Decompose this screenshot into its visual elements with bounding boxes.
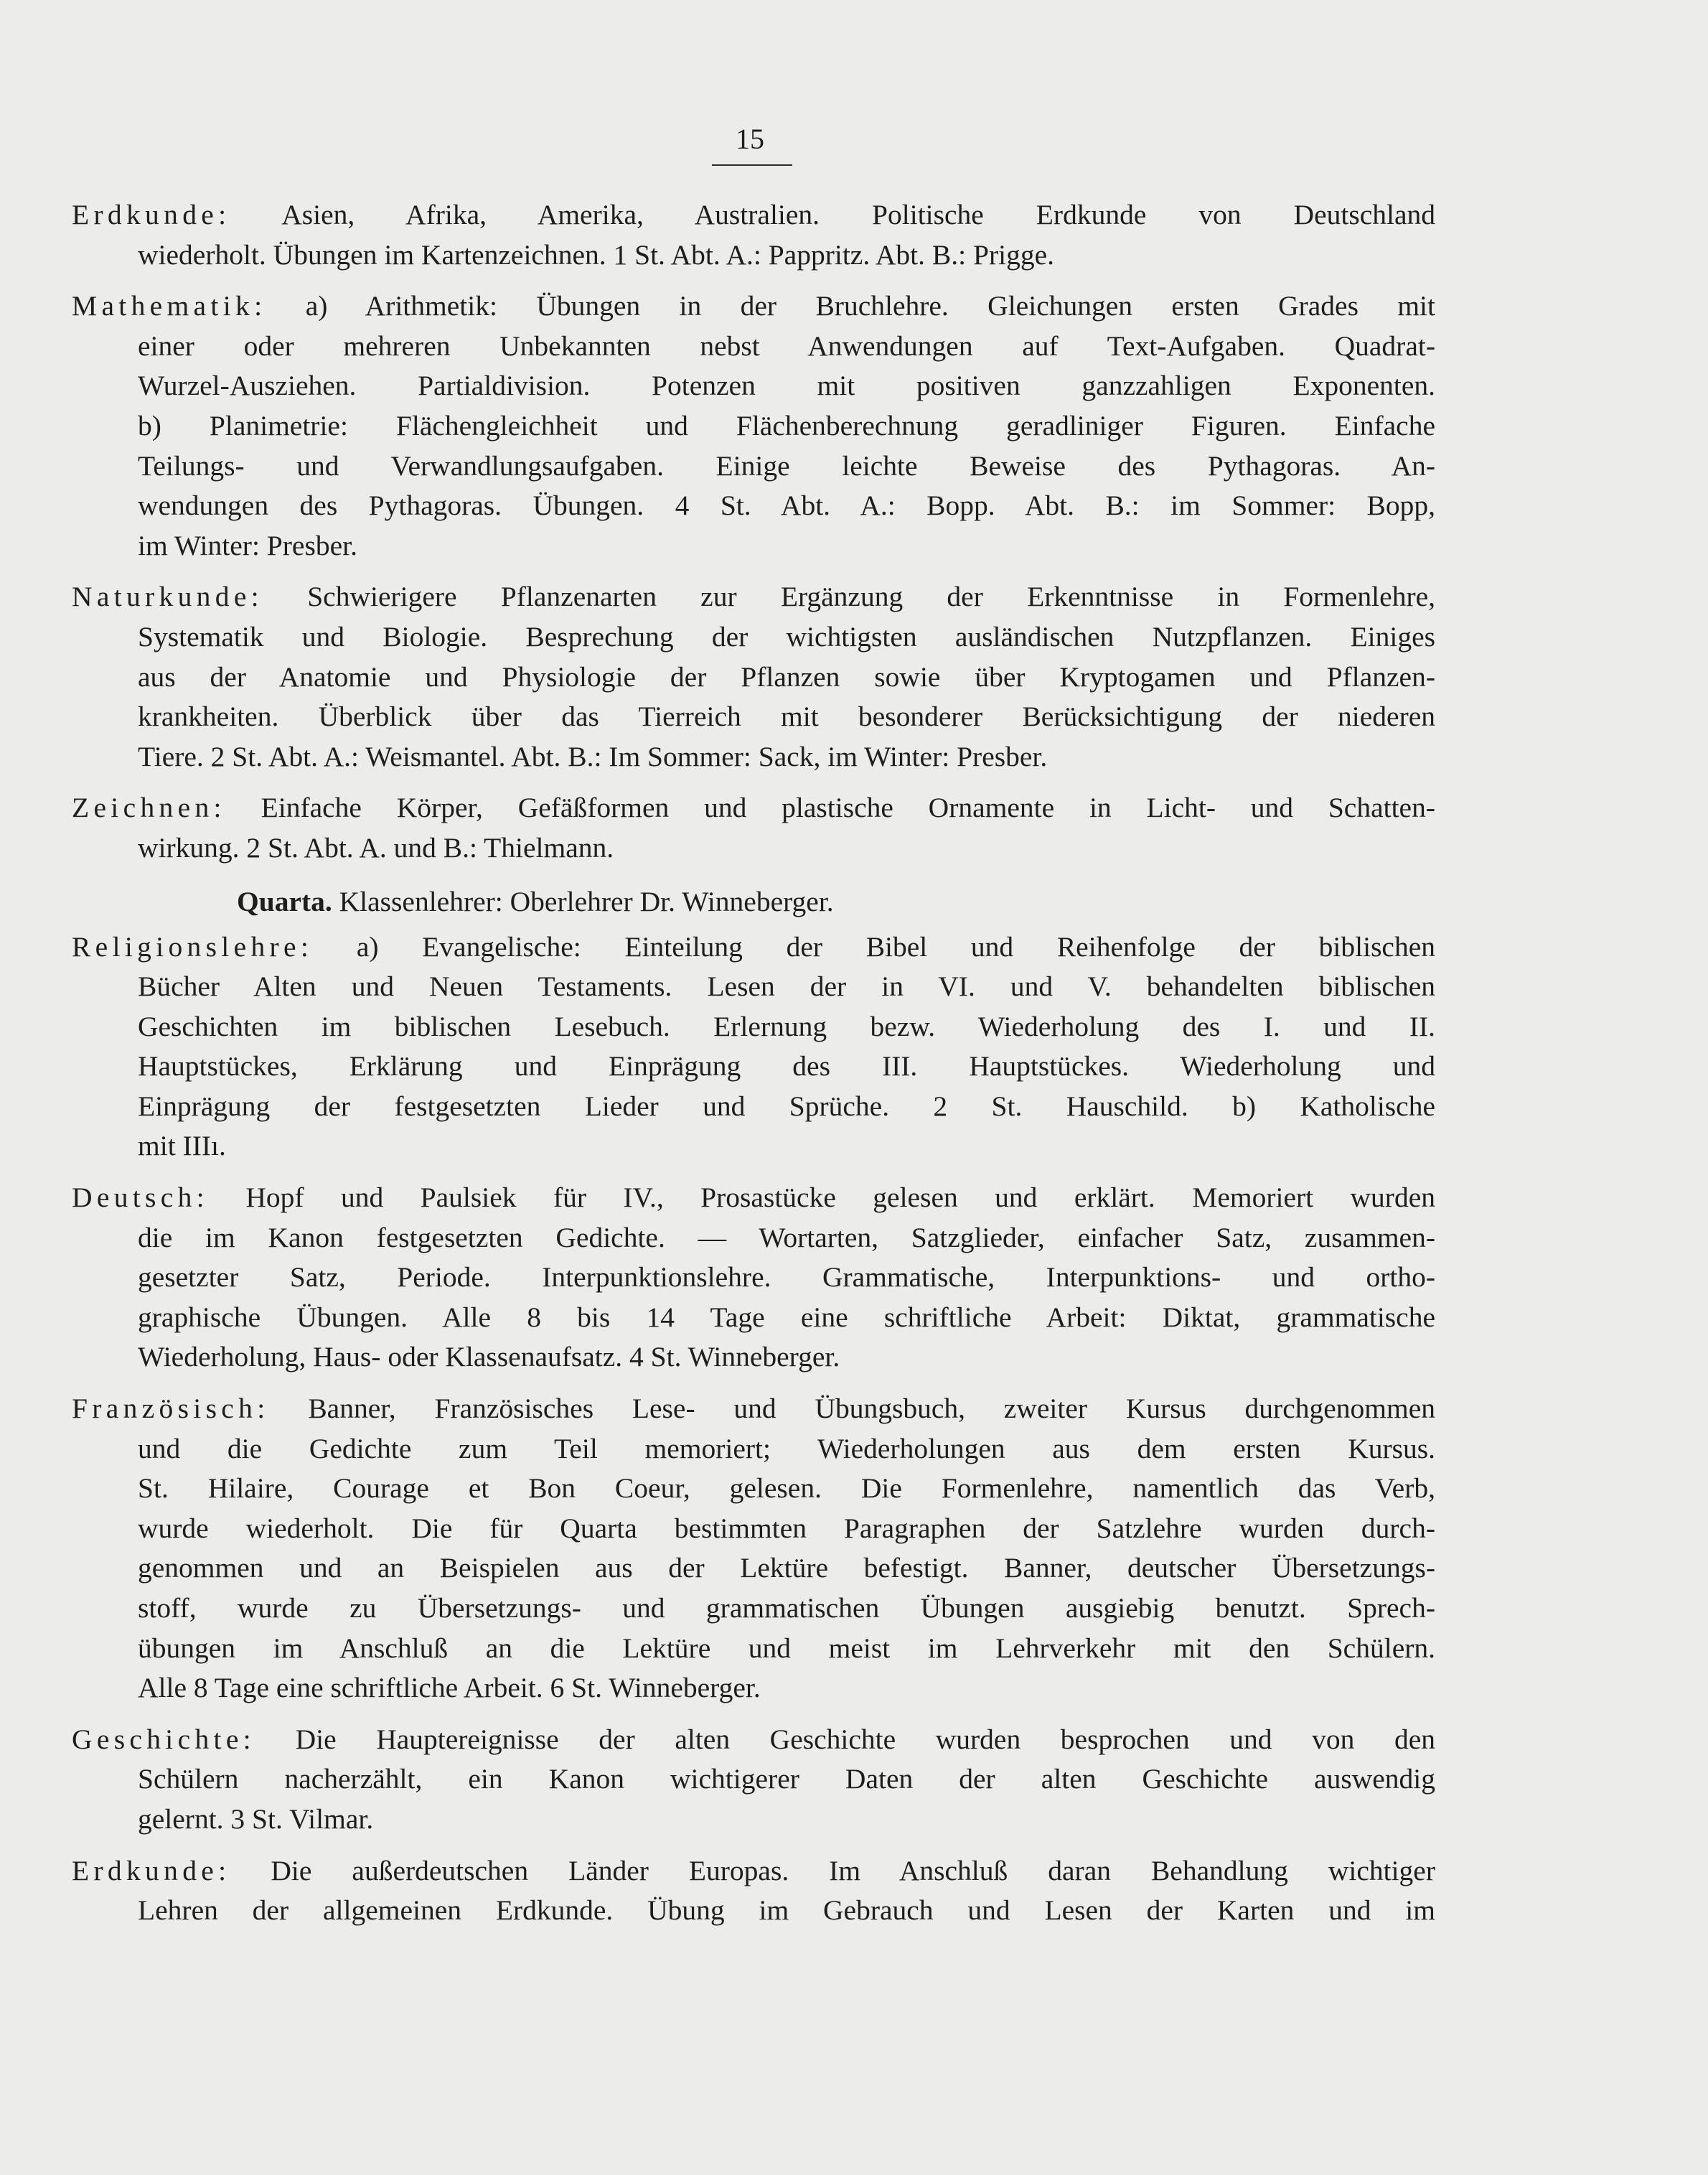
entry-first-line [72,577,1435,617]
entry-line-text: Asien, Afrika, Amerika, Australien. Politische Erdkunde von Deutschland [281,199,1435,230]
entry-line: Systematik und Biologie. Besprechung der wichtigsten ausländischen Nutzpflanzen. Einiges [138,620,1435,652]
entry-first-line [72,1389,1435,1429]
entry-line: Schülern nacherzählt, ein Kanon wichtigerer Daten der alten Geschichte auswendig [138,1763,1435,1795]
entry-line: wendungen des Pythagoras. Übungen. 4 St. Abt. A.: Bopp. Abt. B.: im Sommer: Bopp, [138,490,1435,522]
page-body [72,195,1435,1942]
entry-line: einer oder mehreren Unbekannten nebst Anwendungen auf Text-Aufgaben. Quadrat- [138,329,1435,362]
subject-label: Zeichnen: [72,792,226,824]
entry-first-line [72,1851,1435,1891]
entry-first-line [72,195,1435,235]
entry-line: krankheiten. Überblick über das Tierreich mit besonderer Berücksichtigung der niederen [138,701,1435,733]
entry-line: stoff, wurde zu Übersetzungs- und grammatischen Übungen ausgiebig benutzt. Sprech- [138,1592,1435,1624]
entry-line: wirkung. 2 St. Abt. A. und B.: Thielmann. [138,831,614,864]
entry-line-text: Schwierigere Pflanzenarten zur Ergänzung der Erkenntnisse in Formenlehre, [307,581,1435,613]
subject-label: Mathematik: [72,290,267,322]
subject-label: Naturkunde: [72,581,263,613]
subject-entry [72,1178,1435,1378]
subject-entry [72,1720,1435,1840]
page-number: 15 [736,123,764,155]
entry-line-text: Banner, Französisches Lese- und Übungsbuch, zweiter Kursus durchgenommen [308,1393,1435,1425]
page-number-rule [712,164,792,166]
section-teacher: Klassenlehrer: Oberlehrer Dr. Winneberger. [339,885,834,917]
entry-line: St. Hilaire, Courage et Bon Coeur, gelesen. Die Formenlehre, namentlich das Verb, [138,1472,1435,1505]
entry-line: graphische Übungen. Alle 8 bis 14 Tage eine schriftliche Arbeit: Diktat, grammatische [138,1301,1435,1333]
entry-line-text: Hopf und Paulsiek für IV., Prosastücke gelesen und erklärt. Memoriert wurden [245,1182,1435,1214]
subject-label: Erdkunde: [72,1854,231,1886]
entry-line: gelernt. 3 St. Vilmar. [138,1802,374,1835]
entry-line: im Winter: Presber. [138,529,357,561]
entry-line: Tiere. 2 St. Abt. A.: Weismantel. Abt. B.: Im Sommer: Sack, im Winter: Presber. [138,740,1048,772]
entry-line: Teilungs- und Verwandlungsaufgaben. Einige leichte Beweise des Pythagoras. An- [138,449,1435,482]
entry-line: Hauptstückes, Erklärung und Einprägung des III. Hauptstückes. Wiederholung und [138,1050,1435,1082]
subject-entry [72,927,1435,1167]
entry-line: Wiederholung, Haus- oder Klassenaufsatz. 4 St. Winneberger. [138,1341,840,1373]
subject-label: Erdkunde: [72,199,231,230]
subject-entry [72,286,1435,566]
entry-line: genommen und an Beispielen aus der Lektüre befestigt. Banner, deutscher Übersetzungs- [138,1552,1435,1584]
entry-line: gesetzter Satz, Periode. Interpunktionslehre. Grammatische, Interpunktions- und ortho- [138,1261,1435,1294]
entry-line: aus der Anatomie und Physiologie der Pflanzen sowie über Kryptogamen und Pflanzen- [138,660,1435,693]
subject-label: Deutsch: [72,1182,209,1214]
entry-line-text: a) Arithmetik: Übungen in der Bruchlehre. Gleichungen ersten Grades mit [305,290,1436,322]
entry-line: Lehren der allgemeinen Erdkunde. Übung im Gebrauch und Lesen der Karten und im [138,1894,1435,1927]
section-heading [72,880,1435,923]
entry-line: Einprägung der festgesetzten Lieder und Sprüche. 2 St. Hauschild. b) Katholische [138,1090,1435,1122]
subject-entry [72,577,1435,777]
subject-entry [72,1851,1435,1931]
entry-line: Alle 8 Tage eine schriftliche Arbeit. 6 St. Winneberger. [138,1672,761,1704]
entries-before-section [72,195,1435,869]
entry-line: übungen im Anschluß an die Lektüre und meist im Lehrverkehr mit den Schülern. [138,1632,1435,1664]
entry-line-text: Die Hauptereignisse der alten Geschichte wurden besprochen und von den [295,1723,1436,1755]
subject-entry [72,788,1435,868]
entry-line-text: a) Evangelische: Einteilung der Bibel und Reihenfolge der biblischen [356,930,1436,963]
subject-entry [72,195,1435,275]
section-name: Quarta. [237,885,332,917]
entry-line: b) Planimetrie: Flächengleichheit und Flächenberechnung geradliniger Figuren. Einfache [138,409,1435,441]
entry-first-line [72,788,1435,828]
entry-line: wurde wiederholt. Die für Quarta bestimmten Paragraphen der Satzlehre wurden durch- [138,1512,1435,1544]
entry-first-line [72,1178,1435,1218]
entry-line-text: Einfache Körper, Gefäßformen und plastische Ornamente in Licht- und Schatten- [261,792,1435,824]
subject-label: Geschichte: [72,1723,255,1755]
entry-line: Bücher Alten und Neuen Testaments. Lesen der in VI. und V. behandelten biblischen [138,970,1435,1003]
entry-line: und die Gedichte zum Teil memoriert; Wiederholungen aus dem ersten Kursus. [138,1432,1435,1464]
subject-entry [72,1389,1435,1708]
entry-first-line [72,286,1435,327]
subject-label: Religionslehre: [72,930,314,963]
entry-line: Wurzel-Ausziehen. Partialdivision. Potenzen mit positiven ganzzahligen Exponenten. [138,370,1435,402]
entry-line: mit IIIı. [138,1130,226,1162]
entries-after-section [72,927,1435,1931]
entry-line: wiederholt. Übungen im Kartenzeichnen. 1 St. Abt. A.: Pappritz. Abt. B.: Prigge. [138,238,1054,271]
subject-label: Französisch: [72,1393,270,1425]
entry-line-text: Die außerdeutschen Länder Europas. Im Anschluß daran Behandlung wichtiger [271,1854,1435,1886]
entry-line: Geschichten im biblischen Lesebuch. Erlernung bezw. Wiederholung des I. und II. [138,1010,1435,1042]
entry-first-line [72,927,1435,968]
entry-first-line [72,1720,1435,1760]
entry-line: die im Kanon festgesetzten Gedichte. — Wortarten, Satzglieder, einfacher Satz, zusammen- [138,1221,1435,1253]
